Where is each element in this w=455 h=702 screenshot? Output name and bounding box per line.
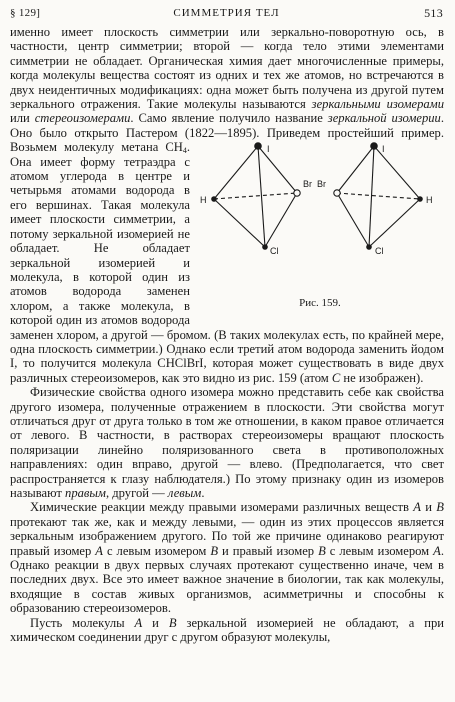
body-text (10, 25, 444, 644)
bromine-atom (294, 190, 300, 196)
section-number: § 129] (10, 7, 41, 19)
paragraph-4: Пусть молекулы A и B зеркальной изомерией не обладают, а при химическом соединении друг с другом образуют молекулы, (10, 615, 444, 645)
paragraph-1: именно имеет плоскость симметрии или зеркально-поворотную ось, в частности, центр симметрии; второй — когда тело этими элементами симметрии не обладает. Органическая химия дает многочисленные примеры, когда молекулы вещества состоят из одних и тех же атомов, но встречаются в двух неидентичных модификациях: одна может быть получена из другой путем зеркального отражения. Такие молекулы называются зеркальными изомерами или стереоизомерами. Само явление получило название зеркальной изомерии. Оно было открыто Пастером (1822—1895). Приведем простейший пример. Возьмем молекулу метана $CH_4$ I H Br Cl I Br H Cl Рис. 159. . Она имеет форму тетраэдра с атомом углерода в центре и четырьмя атомами водорода в его вершинах. Такая молекула имеет плоскости симметрии, а потому зеркальной изомерией не обладает. Не обладает зеркальной изомерией и молекула, в которой один из атомов водорода заменен хлором, а также молекула, в которой один из атомов водорода заменен хлором, а другой — бромом. (В таких молекулах есть, по крайней мере, одна плоскость симметрии.) Однако если третий атом водорода заменить йодом I, то получится молекула CHClBrI, которая может существовать в виде двух различных стереоизомеров, как это видно из рис. 159 (атом C не изображен). (10, 25, 444, 385)
paragraph-3: Химические реакции между правыми изомерами различных веществ A и B протекают так же, как и между левыми, — один из этих процессов является зеркальным изображением другого. По той же причине одинаково реагируют правый изомер A с левым изомером B и правый изомер B с левым изомером A. Однако реакции в двух первых случаях протекают существенно иначе, чем в последних двух. Все это имеет важное значение в биологии, так как молекулы, входящие в состав живых организмов, асимметричны и способны к образованию стереоизомеров. (10, 500, 444, 616)
label-Br-right: Br (317, 179, 326, 190)
chapter-title: СИММЕТРИЯ ТЕЛ (173, 7, 280, 19)
label-H-left: H (200, 195, 207, 206)
chlorine-atom (262, 244, 268, 250)
iodine-atom (254, 142, 262, 150)
label-H-right: H (426, 195, 433, 206)
label-I-left: I (267, 144, 270, 155)
stereoisomer-diagram (196, 142, 444, 310)
figure-159 (196, 142, 444, 310)
label-Cl-left: Cl (270, 246, 279, 257)
figure-caption: Рис. 159. (299, 296, 341, 309)
hydrogen-atom (211, 196, 217, 202)
label-Cl-right: Cl (375, 246, 384, 257)
edge (214, 146, 258, 199)
running-header (10, 6, 443, 24)
page-number: 513 (424, 6, 443, 20)
paragraph-2: Физические свойства одного изомера можно представить себе как свойства другого изомера, полученные отражением в плоскости. Эти свойства могут отличаться друг от друга только в том же отношении, в каком правое отличается от левого. В частности, в растворах стереоизомеры вращают плоскость поляризации линейно поляризованного света в противоположных направлениях: один вправо, другой — влево. (Предполагается, что свет распространяется к глазу наблюдателя.) По этому признаку один из изомеров называют правым, другой — левым. (10, 385, 444, 500)
label-Br-left: Br (303, 179, 312, 190)
label-I-right: I (382, 144, 385, 155)
